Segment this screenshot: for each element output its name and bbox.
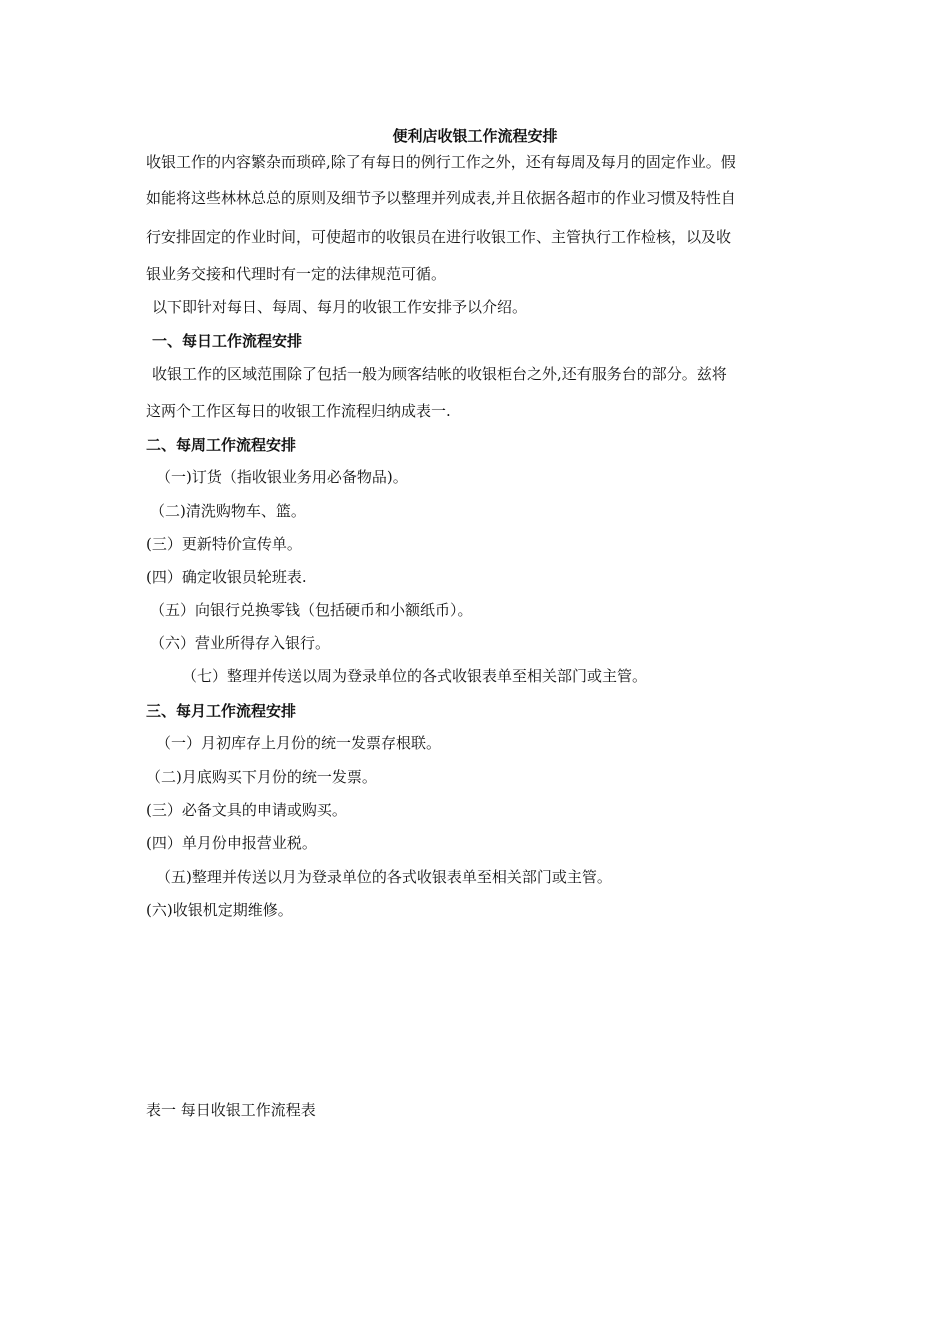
- weekly-item-5: （五）向银行兑换零钱（包括硬币和小额纸币）。: [150, 601, 473, 619]
- daily-body-line-2: 这两个工作区每日的收银工作流程归纳成表一.: [146, 402, 451, 420]
- section-daily-heading: 一、每日工作流程安排: [152, 332, 303, 350]
- intro-line-1: 收银工作的内容繁杂而琐碎,除了有每日的例行工作之外，还有每周及每月的固定作业。假: [146, 153, 736, 171]
- overview-text: 以下即针对每日、每周、每月的收银工作安排予以介绍。: [152, 298, 528, 316]
- monthly-item-3: (三）必备文具的申请或购买。: [146, 801, 347, 819]
- weekly-item-3: (三）更新特价宣传单。: [146, 535, 302, 553]
- monthly-item-6: (六)收银机定期维修。: [146, 901, 293, 919]
- monthly-item-5: （五)整理并传送以月为登录单位的各式收银表单至相关部门或主管。: [156, 868, 612, 886]
- table-caption: 表一 每日收银工作流程表: [146, 1101, 316, 1119]
- weekly-item-7: （七）整理并传送以周为登录单位的各式收银表单至相关部门或主管。: [182, 667, 648, 685]
- weekly-item-4: (四）确定收银员轮班表.: [146, 568, 307, 586]
- section-weekly-heading: 二、每周工作流程安排: [146, 436, 297, 454]
- monthly-item-2: （二)月底购买下月份的统一发票。: [146, 768, 377, 786]
- intro-line-2: 如能将这些林林总总的原则及细节予以整理并列成表,并且依据各超市的作业习惯及特性自: [146, 189, 736, 207]
- intro-line-4: 银业务交接和代理时有一定的法律规范可循。: [146, 265, 447, 283]
- daily-body-line-1: 收银工作的区域范围除了包括一般为顾客结帐的收银柜台之外,还有服务台的部分。兹将: [152, 365, 727, 383]
- intro-line-3: 行安排固定的作业时间，可使超市的收银员在进行收银工作、主管执行工作检核，以及收: [146, 228, 732, 246]
- monthly-item-1: （一）月初库存上月份的统一发票存根联。: [156, 734, 442, 752]
- weekly-item-6: （六）营业所得存入银行。: [150, 634, 331, 652]
- weekly-item-1: （一)订货（指收银业务用必备物品)。: [156, 468, 408, 486]
- document-title: 便利店收银工作流程安排: [392, 127, 558, 145]
- monthly-item-4: (四）单月份申报营业税。: [146, 834, 317, 852]
- weekly-item-2: （二)清洗购物车、篮。: [150, 502, 306, 520]
- section-monthly-heading: 三、每月工作流程安排: [146, 702, 297, 720]
